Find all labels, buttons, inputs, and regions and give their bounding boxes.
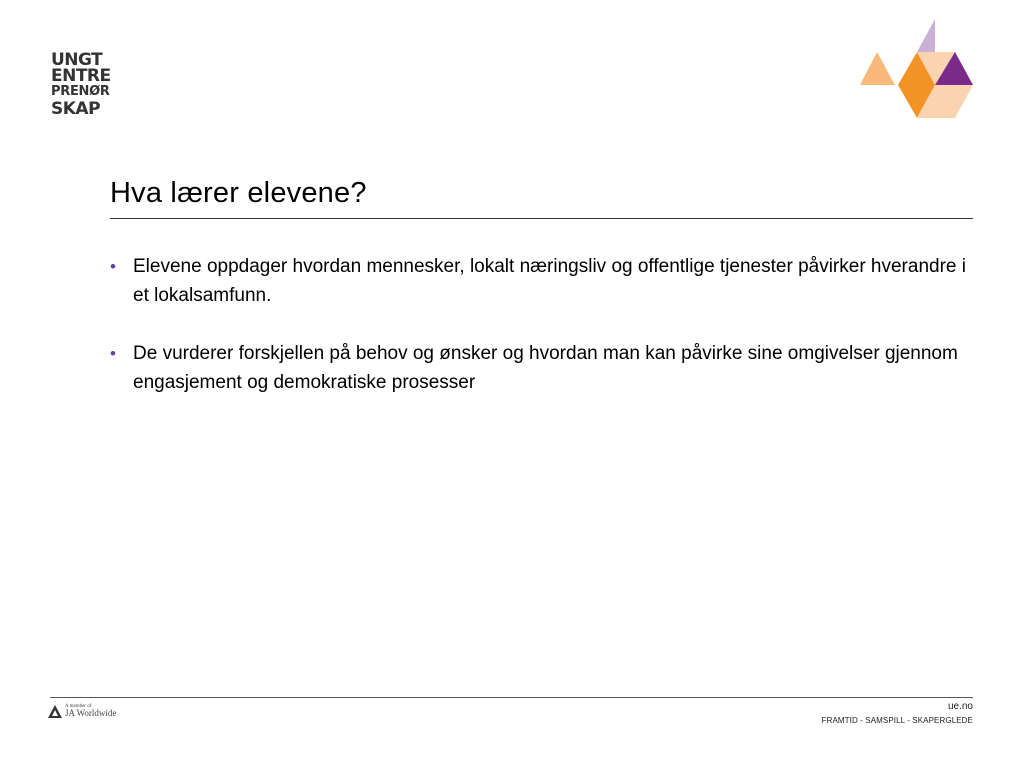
logo-line-1: UNGT [51, 50, 103, 70]
logo-line-3: PRENØR [51, 84, 110, 99]
bullet-item [110, 252, 980, 310]
ja-worldwide-text [65, 704, 116, 718]
bullet-marker: • [110, 257, 116, 276]
footer-tagline: FRAMTID - SAMSPILL - SKAPERGLEDE [821, 716, 973, 725]
bullet-list [110, 252, 980, 426]
ja-member-label: A member of [65, 704, 92, 709]
footer-divider [50, 697, 973, 698]
footer-url: ue.no [947, 701, 973, 712]
bullet-text: De vurderer forskjellen på behov og ønsker og hvordan man kan påvirke sine omgivelser gjennom engasjement og demokratiske prosesser [133, 343, 958, 393]
lavender-triangle [917, 19, 935, 52]
bullet-text: Elevene oppdager hvordan mennesker, lokalt næringsliv og offentlige tjenester påvirker hverandre i et lokalsamfunn. [133, 256, 966, 306]
geometric-triangles-decoration [855, 15, 975, 120]
ja-worldwide-logo [48, 704, 116, 718]
bullet-marker: • [110, 344, 116, 363]
ungt-entreprenorskap-logo [51, 52, 111, 117]
logo-line-2: ENTRE [51, 66, 111, 86]
logo-line-4: SKAP [51, 99, 101, 119]
ja-name-label: JA Worldwide [65, 708, 117, 718]
bullet-item [110, 339, 980, 397]
slide-title: Hva lærer elevene? [110, 177, 367, 209]
ja-triangle-icon [48, 705, 62, 718]
title-divider [110, 218, 973, 219]
light-orange-triangle [860, 52, 895, 85]
